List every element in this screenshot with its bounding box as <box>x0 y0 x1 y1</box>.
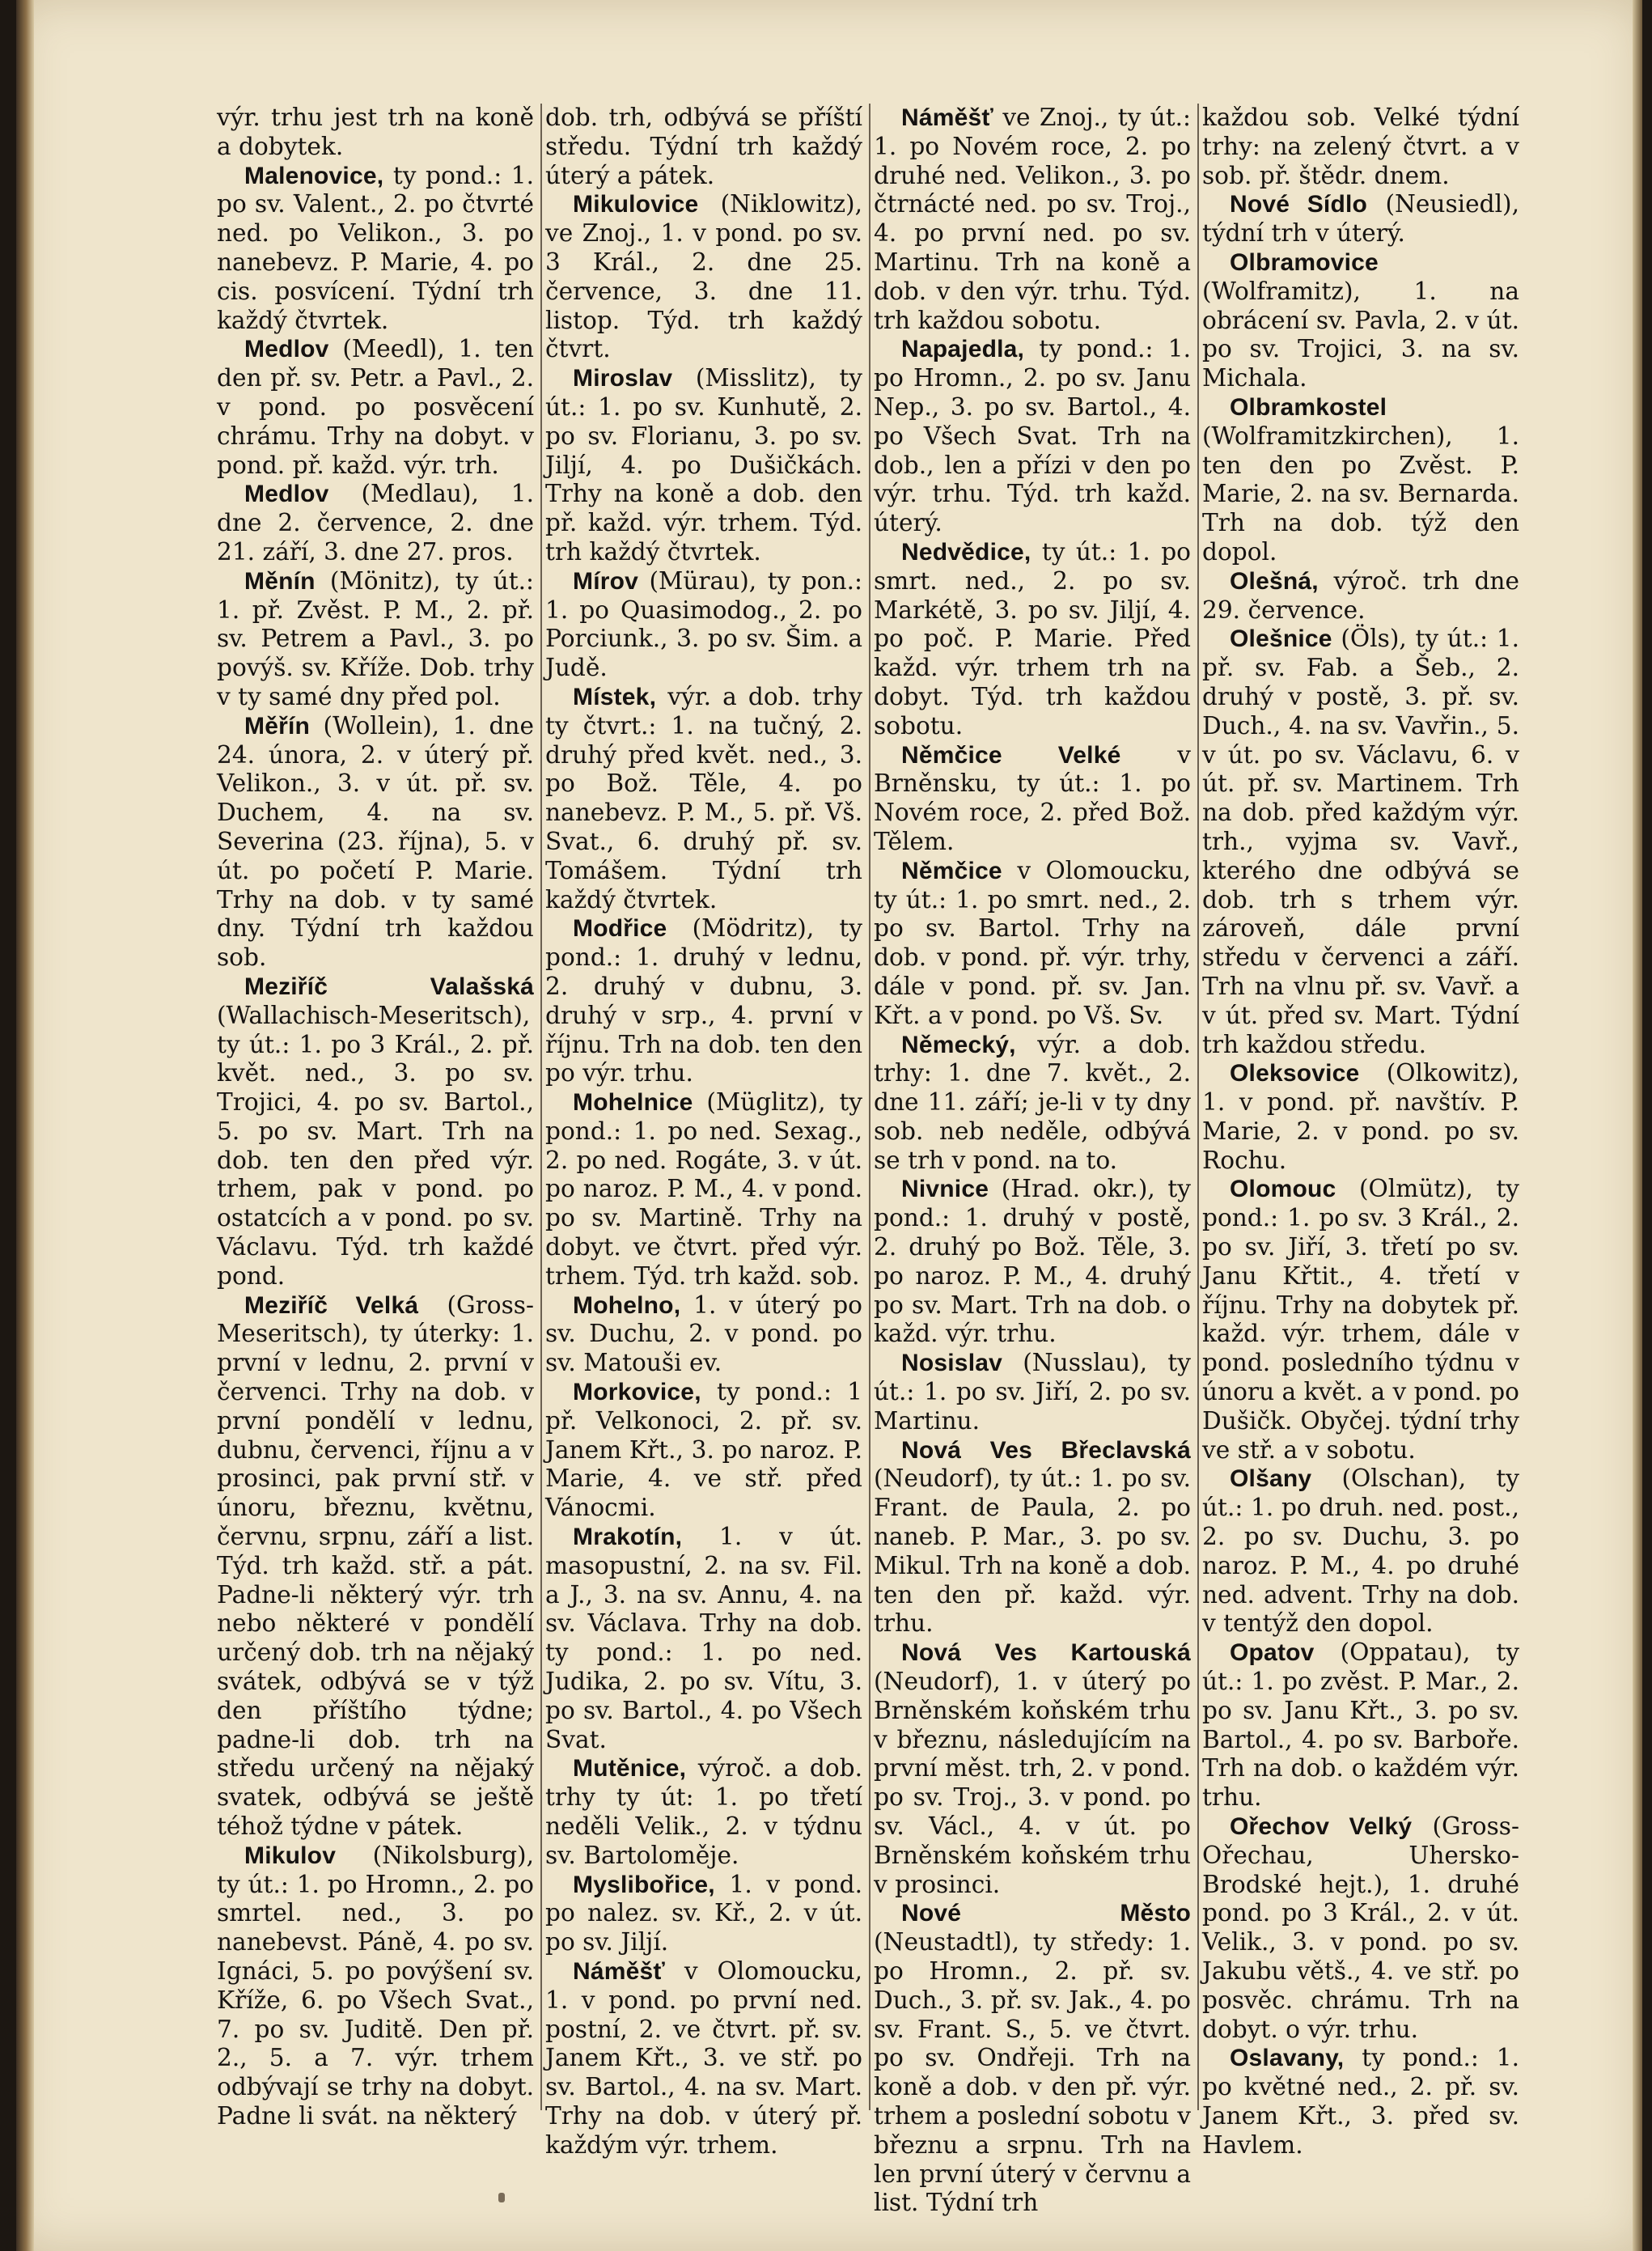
gazetteer-entry <box>217 162 534 336</box>
entry-headword: Ořechov Velký <box>1230 1813 1413 1841</box>
entry-headword: Olbramovice <box>1230 248 1379 276</box>
entry-text: v Olomoucku, 1. v pond. po první ned. postní, 2. ve čtvrt. př. sv. Janem Křt., 3. ve stř. po sv. Bartol., 4. na sv. Mart. Trhy na dob. v úterý př. každým výr. trhem. <box>545 1957 862 2159</box>
entry-headword: Morkovice, <box>573 1379 701 1406</box>
entry-text: (Olkowitz), 1. v pond. př. navštív. P. Marie, 2. v pond. po sv. Rochu. <box>1202 1059 1519 1174</box>
entry-headword: Meziříč Valašská <box>244 973 534 1000</box>
entry-text: každou sob. Velké týdní trhy: na zelený čtvrt. a v sob. př. štědr. dnem. <box>1202 104 1519 189</box>
gazetteer-entry <box>545 1378 862 1523</box>
column-rule <box>540 104 542 2110</box>
entry-headword: Mohelno, <box>573 1291 681 1319</box>
entry-headword: Mutěnice, <box>573 1755 687 1783</box>
entry-headword: Nivnice <box>901 1176 989 1203</box>
gazetteer-entry <box>874 1638 1191 1899</box>
entry-text: v Brněnsku, ty út.: 1. po Novém roce, 2. před Bož. Tělem. <box>874 740 1191 855</box>
gazetteer-entry <box>217 335 534 480</box>
gazetteer-entry <box>874 335 1191 538</box>
entry-headword: Německý, <box>901 1031 1016 1058</box>
gazetteer-entry <box>545 1291 862 1378</box>
entry-text: (Wolframitz), 1. na obrácení sv. Pavla, 2. v út. po sv. Trojici, 3. na sv. Michala. <box>1202 277 1519 392</box>
entry-headword: Modřice <box>573 915 667 943</box>
entry-text: (Olmütz), ty pond.: 1. po sv. 3 Král., 2. po sv. Jiří, 3. třetí po sv. Janu Křtit., 4. třetí v říjnu. Trhy na dobytek př. každ. výr. trhem, dále v pond. posledního týdnu v únoru a květ. a v pond. po Dušičk. Obyčej. týdní trhy ve stř. a v sobotu. <box>1202 1175 1519 1464</box>
column-rule <box>1197 104 1199 2110</box>
gazetteer-entry <box>545 1523 862 1754</box>
entry-headword: Olbramkostel <box>1230 393 1387 421</box>
entry-headword: Měnín <box>244 567 316 595</box>
text-columns <box>217 104 1520 2217</box>
entry-text: (Gross-Ořechau, Uhersko-Brodské hejt.), 1. druhé pond. po 3 Král., 2. v út. Velik., 3. v pond. po sv. Jakubu větš., 4. ve stř. po posvěc. chrámu. Trh na dobyt. o výr. trhu. <box>1202 1812 1519 2043</box>
entry-text: (Mürau), ty pon.: 1. po Quasimodog., 2. po Porciunk., 3. po sv. Šim. a Judě. <box>545 566 862 682</box>
entry-text: (Medlau), 1. dne 2. července, 2. dne 21. září, 3. dne 27. pros. <box>217 480 534 566</box>
column-2 <box>545 104 862 2159</box>
entry-headword: Mohelnice <box>573 1089 693 1117</box>
gazetteer-entry <box>874 1031 1191 1176</box>
gazetteer-entry <box>217 973 534 1291</box>
entry-text: 1. v úterý po sv. Duchu, 2. v pond. po sv. Matouši ev. <box>545 1291 862 1377</box>
entry-headword: Malenovice, <box>244 162 384 189</box>
gazetteer-entry <box>1202 248 1519 393</box>
gazetteer-entry <box>1202 393 1519 567</box>
gazetteer-entry <box>217 1842 534 2131</box>
gazetteer-entry <box>1202 1812 1519 2044</box>
entry-text: (Wollein), 1. dne 24. února, 2. v úterý př. Velikon., 3. v út. př. sv. Duchem, 4. na sv. Severina (23. října), 5. v út. po početí P. Marie. Trhy na dob. v ty samé dny. Týdní trh každou sob. <box>217 711 534 972</box>
entry-headword: Náměšť <box>901 104 993 131</box>
entry-headword: Němčice Velké <box>901 741 1121 769</box>
entry-headword: Myslibořice, <box>573 1871 715 1898</box>
entry-headword: Náměšť <box>573 1958 665 1985</box>
gazetteer-entry <box>545 567 862 683</box>
gazetteer-entry <box>874 1175 1191 1349</box>
gazetteer-entry <box>545 914 862 1088</box>
gazetteer-entry <box>1202 567 1519 625</box>
gazetteer-entry <box>545 364 862 567</box>
entry-text: (Oppatau), ty út.: 1. po zvěst. P. Mar., 2. po sv. Janu Křt., 3. po sv. Bartol., 4. po sv. Barboře. Trh na dob. o každém výr. trhu. <box>1202 1638 1519 1812</box>
gazetteer-entry <box>874 857 1191 1031</box>
gazetteer-entry <box>545 1088 862 1291</box>
entry-headword: Olešnice <box>1230 625 1332 653</box>
entry-text: (Neusiedl), týdní trh v úterý. <box>1202 190 1520 248</box>
entry-text: (Gross-Meseritsch), ty úterky: 1. první v lednu, 2. první v červenci. Trhy na dob. v první pondělí v lednu, dubnu, červenci, říjnu a v prosinci, pak první stř. v únoru, březnu, květnu, červnu, srpnu, září a list. Týd. trh každ. stř. a pát. Padne-li některý výr. trh nebo některé v pondělí určený dob. trh na nějaký svátek, odbývá se v týž den příštího týdne; padne-li dob. trh na středu určený na nějaký svatek, odbývá se ještě téhož týdne v pátek. <box>217 1291 534 1841</box>
entry-text: výr. trhu jest trh na koně a dobytek. <box>217 104 534 160</box>
entry-headword: Opatov <box>1230 1639 1315 1667</box>
entry-text: (Neudorf), ty út.: 1. po sv. Frant. de Paula, 2. po naneb. P. Mar., 3. po sv. Mikul. Trh na koně a dob. ten den př. každ. výr. trhu. <box>874 1465 1191 1638</box>
entry-text: ty pond.: 1 př. Velkonoci, 2. př. sv. Janem Křt., 3. po naroz. P. Marie, 4. ve stř. před Vánocmi. <box>545 1378 862 1522</box>
entry-text: výr. a dob. trhy: 1. dne 7. květ., 2. dne 11. září; je-li v ty dny sob. neb neděle, odbývá se trh v pond. na to. <box>874 1030 1191 1174</box>
entry-text: v Olomoucku, ty út.: 1. po smrt. ned., 2. po sv. Bartol. Trhy na dob. v pond. př. výr. trhy, dále v pond. př. sv. Jan. Křt. a v pond. po Vš. Sv. <box>874 856 1191 1029</box>
gazetteer-entry <box>1202 190 1519 248</box>
ink-speck <box>498 2193 505 2202</box>
gazetteer-entry <box>217 1291 534 1842</box>
gazetteer-entry <box>1202 1059 1519 1175</box>
entry-headword: Nové Město <box>901 1900 1191 1927</box>
entry-headword: Meziříč Velká <box>244 1291 419 1319</box>
gazetteer-entry <box>874 1436 1191 1639</box>
gazetteer-entry <box>217 567 534 712</box>
entry-text: (Niklowitz), ve Znoj., 1. v pond. po sv. 3 Král., 2. dne 25. července, 3. dne 11. listop. Týd. trh každý čtvrt. <box>545 190 862 363</box>
entry-continuation <box>217 104 534 162</box>
entry-continuation <box>545 104 862 190</box>
entry-headword: Olšany <box>1230 1465 1312 1493</box>
entry-headword: Měřín <box>244 712 311 740</box>
gazetteer-entry <box>545 1754 862 1870</box>
entry-headword: Mikulovice <box>573 191 699 218</box>
entry-headword: Mírov <box>573 567 639 595</box>
page-edge <box>1633 0 1642 2251</box>
entry-headword: Němčice <box>901 857 1002 884</box>
entry-headword: Nová Ves Kartouská <box>901 1639 1191 1667</box>
entry-text: (Neustadtl), ty středy: 1. po Hromn., 2. př. sv. Duch., 3. př. sv. Jak., 4. po sv. Frant. S., 5. ve čtvrt. po sv. Ondřeji. Trh na koně a dob. v den př. výr. trhem a poslední sobotu v březnu a srpnu. Trh na len první úterý v červnu a list. Týdní trh <box>874 1928 1191 2217</box>
gazetteer-entry <box>1202 2044 1519 2160</box>
gazetteer-entry <box>545 1871 862 1957</box>
gazetteer-entry <box>1202 1638 1519 1812</box>
entry-headword: Mikulov <box>244 1842 337 1869</box>
column-3 <box>874 104 1191 2217</box>
gazetteer-entry <box>874 741 1191 857</box>
entry-headword: Nosislav <box>901 1350 1002 1377</box>
entry-text: výr. a dob. trhy ty čtvrt.: 1. na tučný, 2. druhý před květ. ned., 3. po Bož. Těle, 4. po nanebevz. P. M., 5. př. Vš. Svat., 6. druhý př. sv. Tomášem. Týdní trh každý čtvrtek. <box>545 682 862 914</box>
page-gutter <box>16 0 34 2251</box>
gazetteer-entry <box>545 683 862 914</box>
entry-headword: Olešná, <box>1230 567 1319 595</box>
entry-headword: Medlov <box>244 481 329 508</box>
gazetteer-entry <box>874 1349 1191 1435</box>
entry-headword: Nové Sídlo <box>1230 191 1368 218</box>
gazetteer-entry <box>1202 1175 1519 1465</box>
gazetteer-entry <box>217 480 534 566</box>
entry-headword: Oleksovice <box>1230 1060 1360 1087</box>
entry-text: 1. v út. masopustní, 2. na sv. Fil. a J., 3. na sv. Annu, 4. na sv. Václava. Trhy na dob. ty pond.: 1. po ned. Judika, 2. po sv. Vítu, 3. po sv. Bartol., 4. po Všech Svat. <box>545 1523 862 1753</box>
entry-text: (Müglitz), ty pond.: 1. po ned. Sexag., 2. po ned. Rogáte, 3. v út. po naroz. P. M., 4. v pond. po sv. Martině. Trhy na dobyt. ve čtvrt. před výr. trhem. Týd. trh každ. sob. <box>545 1088 862 1290</box>
entry-text: (Meedl), 1. ten den př. sv. Petr. a Pavl., 2. v pond. po posvěcení chrámu. Trhy na dobyt. v pond. př. každ. výr. trh. <box>217 335 534 479</box>
entry-headword: Olomouc <box>1230 1176 1336 1203</box>
entry-text: ty pond.: 1. po sv. Valent., 2. po čtvrté ned. po Velikon., 3. po nanebevz. P. Marie, 4. po cis. posvícení. Týdní trh každý čtvrtek. <box>217 161 534 334</box>
entry-text: 1. v pond. po nalez. sv. Kř., 2. v út. po sv. Jiljí. <box>545 1870 862 1956</box>
column-1 <box>217 104 534 2130</box>
entry-text: (Hrad. okr.), ty pond.: 1. druhý v postě, 2. druhý po Bož. Těle, 3. po naroz. P. M., 4. druhý po sv. Mart. Trh na dob. o každ. výr. trhu. <box>874 1175 1191 1348</box>
column-rule <box>869 104 870 2110</box>
gazetteer-entry <box>217 712 534 973</box>
entry-text: (Nikolsburg), ty út.: 1. po Hromn., 2. po smrtel. ned., 3. po nanebevst. Páně, 4. po sv. Ignáci, 5. po povýšení sv. Kříže, 6. po Všech Svat., 7. po sv. Juditě. Den př. 2., 5. a 7. výr. trhem odbývají se trhy na dobyt. Padne li svát. na některý <box>217 1841 534 2130</box>
entry-text: (Misslitz), ty út.: 1. po sv. Kunhutě, 2. po sv. Florianu, 3. po sv. Jiljí, 4. po Dušičkách. Trhy na koně a dob. den př. každ. výr. trhem. Týd. trh každý čtvrtek. <box>545 364 862 566</box>
entry-text: (Öls), ty út.: 1. př. sv. Fab. a Šeb., 2. druhý v postě, 3. př. sv. Duch., 4. na sv. Vavřin., 5. v út. po sv. Václavu, 6. v út. př. sv. Martinem. Trh na dob. před každým výr. trh., vyjma sv. Vavř., kterého dne odbývá se dob. trh s trhem výr. zároveň, dále první středu v červenci a září. Trh na vlnu př. sv. Vavř. a v út. před sv. Mart. Týdní trh každou středu. <box>1202 625 1519 1058</box>
entry-headword: Nová Ves Břeclavská <box>901 1436 1191 1464</box>
entry-text: ty út.: 1. po smrt. ned., 2. po sv. Markétě, 3. po sv. Jiljí, 4. po poč. P. Marie. Před každ. výr. trhem trh na dobyt. Týd. trh každou sobotu. <box>874 537 1191 740</box>
gazetteer-entry <box>874 104 1191 335</box>
entry-text: ty pond.: 1. po Hromn., 2. po sv. Janu Nep., 3. po sv. Bartol., 4. po Všech Svat. Trh na dob., len a přízi v den po výr. trhu. Týd. trh každ. úterý. <box>874 335 1191 537</box>
gazetteer-entry <box>1202 1465 1519 1638</box>
entry-text: (Nusslau), ty út.: 1. po sv. Jiří, 2. po sv. Martinu. <box>874 1349 1191 1435</box>
entry-headword: Napajedla, <box>901 336 1025 363</box>
gazetteer-entry <box>545 1957 862 2160</box>
entry-text: ve Znoj., ty út.: 1. po Novém roce, 2. po druhé ned. Velikon., 3. po čtrnácté ned. po sv. Troj., 4. po první ned. po sv. Martinu. Trh na koně a dob. v den výr. trhu. Týd. trh každou sobotu. <box>874 104 1191 334</box>
gazetteer-entry <box>1202 625 1519 1059</box>
entry-text: (Wallachisch-Meseritsch), ty út.: 1. po 3 Král., 2. př. květ. ned., 3. po sv. Trojici, 4. po sv. Bartol., 5. po sv. Mart. Trh na dob. ten den před výr. trhem, pak v pond. po ostatcích a v pond. po sv. Václavu. Týd. trh každé pond. <box>217 1001 534 1290</box>
entry-text: ty pond.: 1. po květné ned., 2. př. sv. Janem Křt., 3. před sv. Havlem. <box>1202 2044 1519 2159</box>
entry-text: výroč. trh dne 29. července. <box>1202 566 1519 624</box>
gazetteer-entry <box>545 190 862 364</box>
entry-text: dob. trh, odbývá se příští středu. Týdní trh každý úterý a pátek. <box>545 104 862 189</box>
entry-headword: Mrakotín, <box>573 1524 683 1551</box>
entry-continuation <box>1202 104 1519 190</box>
entry-text: (Olschan), ty út.: 1. po druh. ned. post., 2. po sv. Duchu, 3. po naroz. P. M., 4. po druhé ned. advent. Trhy na dob. v tentýž den dopol. <box>1202 1465 1519 1638</box>
entry-text: (Wolframitzkirchen), 1. ten den po Zvěst. P. Marie, 2. na sv. Bernarda. Trh na dob. týž den dopol. <box>1202 422 1519 566</box>
entry-headword: Nedvědice, <box>901 538 1031 566</box>
entry-headword: Miroslav <box>573 365 673 392</box>
entry-text: (Mönitz), ty út.: 1. př. Zvěst. P. M., 2. př. sv. Petrem a Pavl., 3. po povýš. sv. Kříže. Dob. trhy v ty samé dny před pol. <box>217 566 534 710</box>
entry-headword: Místek, <box>573 683 657 710</box>
entry-text: výroč. a dob. trhy ty út: 1. po třetí neděli Velik., 2. v týdnu sv. Bartoloměje. <box>545 1754 862 1869</box>
gazetteer-entry <box>874 1899 1191 2218</box>
column-4 <box>1202 104 1520 2159</box>
book-page <box>16 0 1642 2251</box>
entry-text: (Neudorf), 1. v úterý po Brněnském koňském trhu v březnu, následujícím na první měst. trh, 2. v pond. po sv. Troj., 3. v pond. po sv. Václ., 4. v út. po Brněnském koňském trhu v prosinci. <box>874 1668 1191 1898</box>
entry-headword: Oslavany, <box>1230 2045 1345 2072</box>
entry-text: (Mödritz), ty pond.: 1. druhý v lednu, 2. druhý v dubnu, 3. druhý v srp., 4. první v říjnu. Trh na dob. ten den po výr. trhu. <box>545 914 862 1087</box>
entry-headword: Medlov <box>244 336 329 363</box>
gazetteer-entry <box>874 538 1191 741</box>
